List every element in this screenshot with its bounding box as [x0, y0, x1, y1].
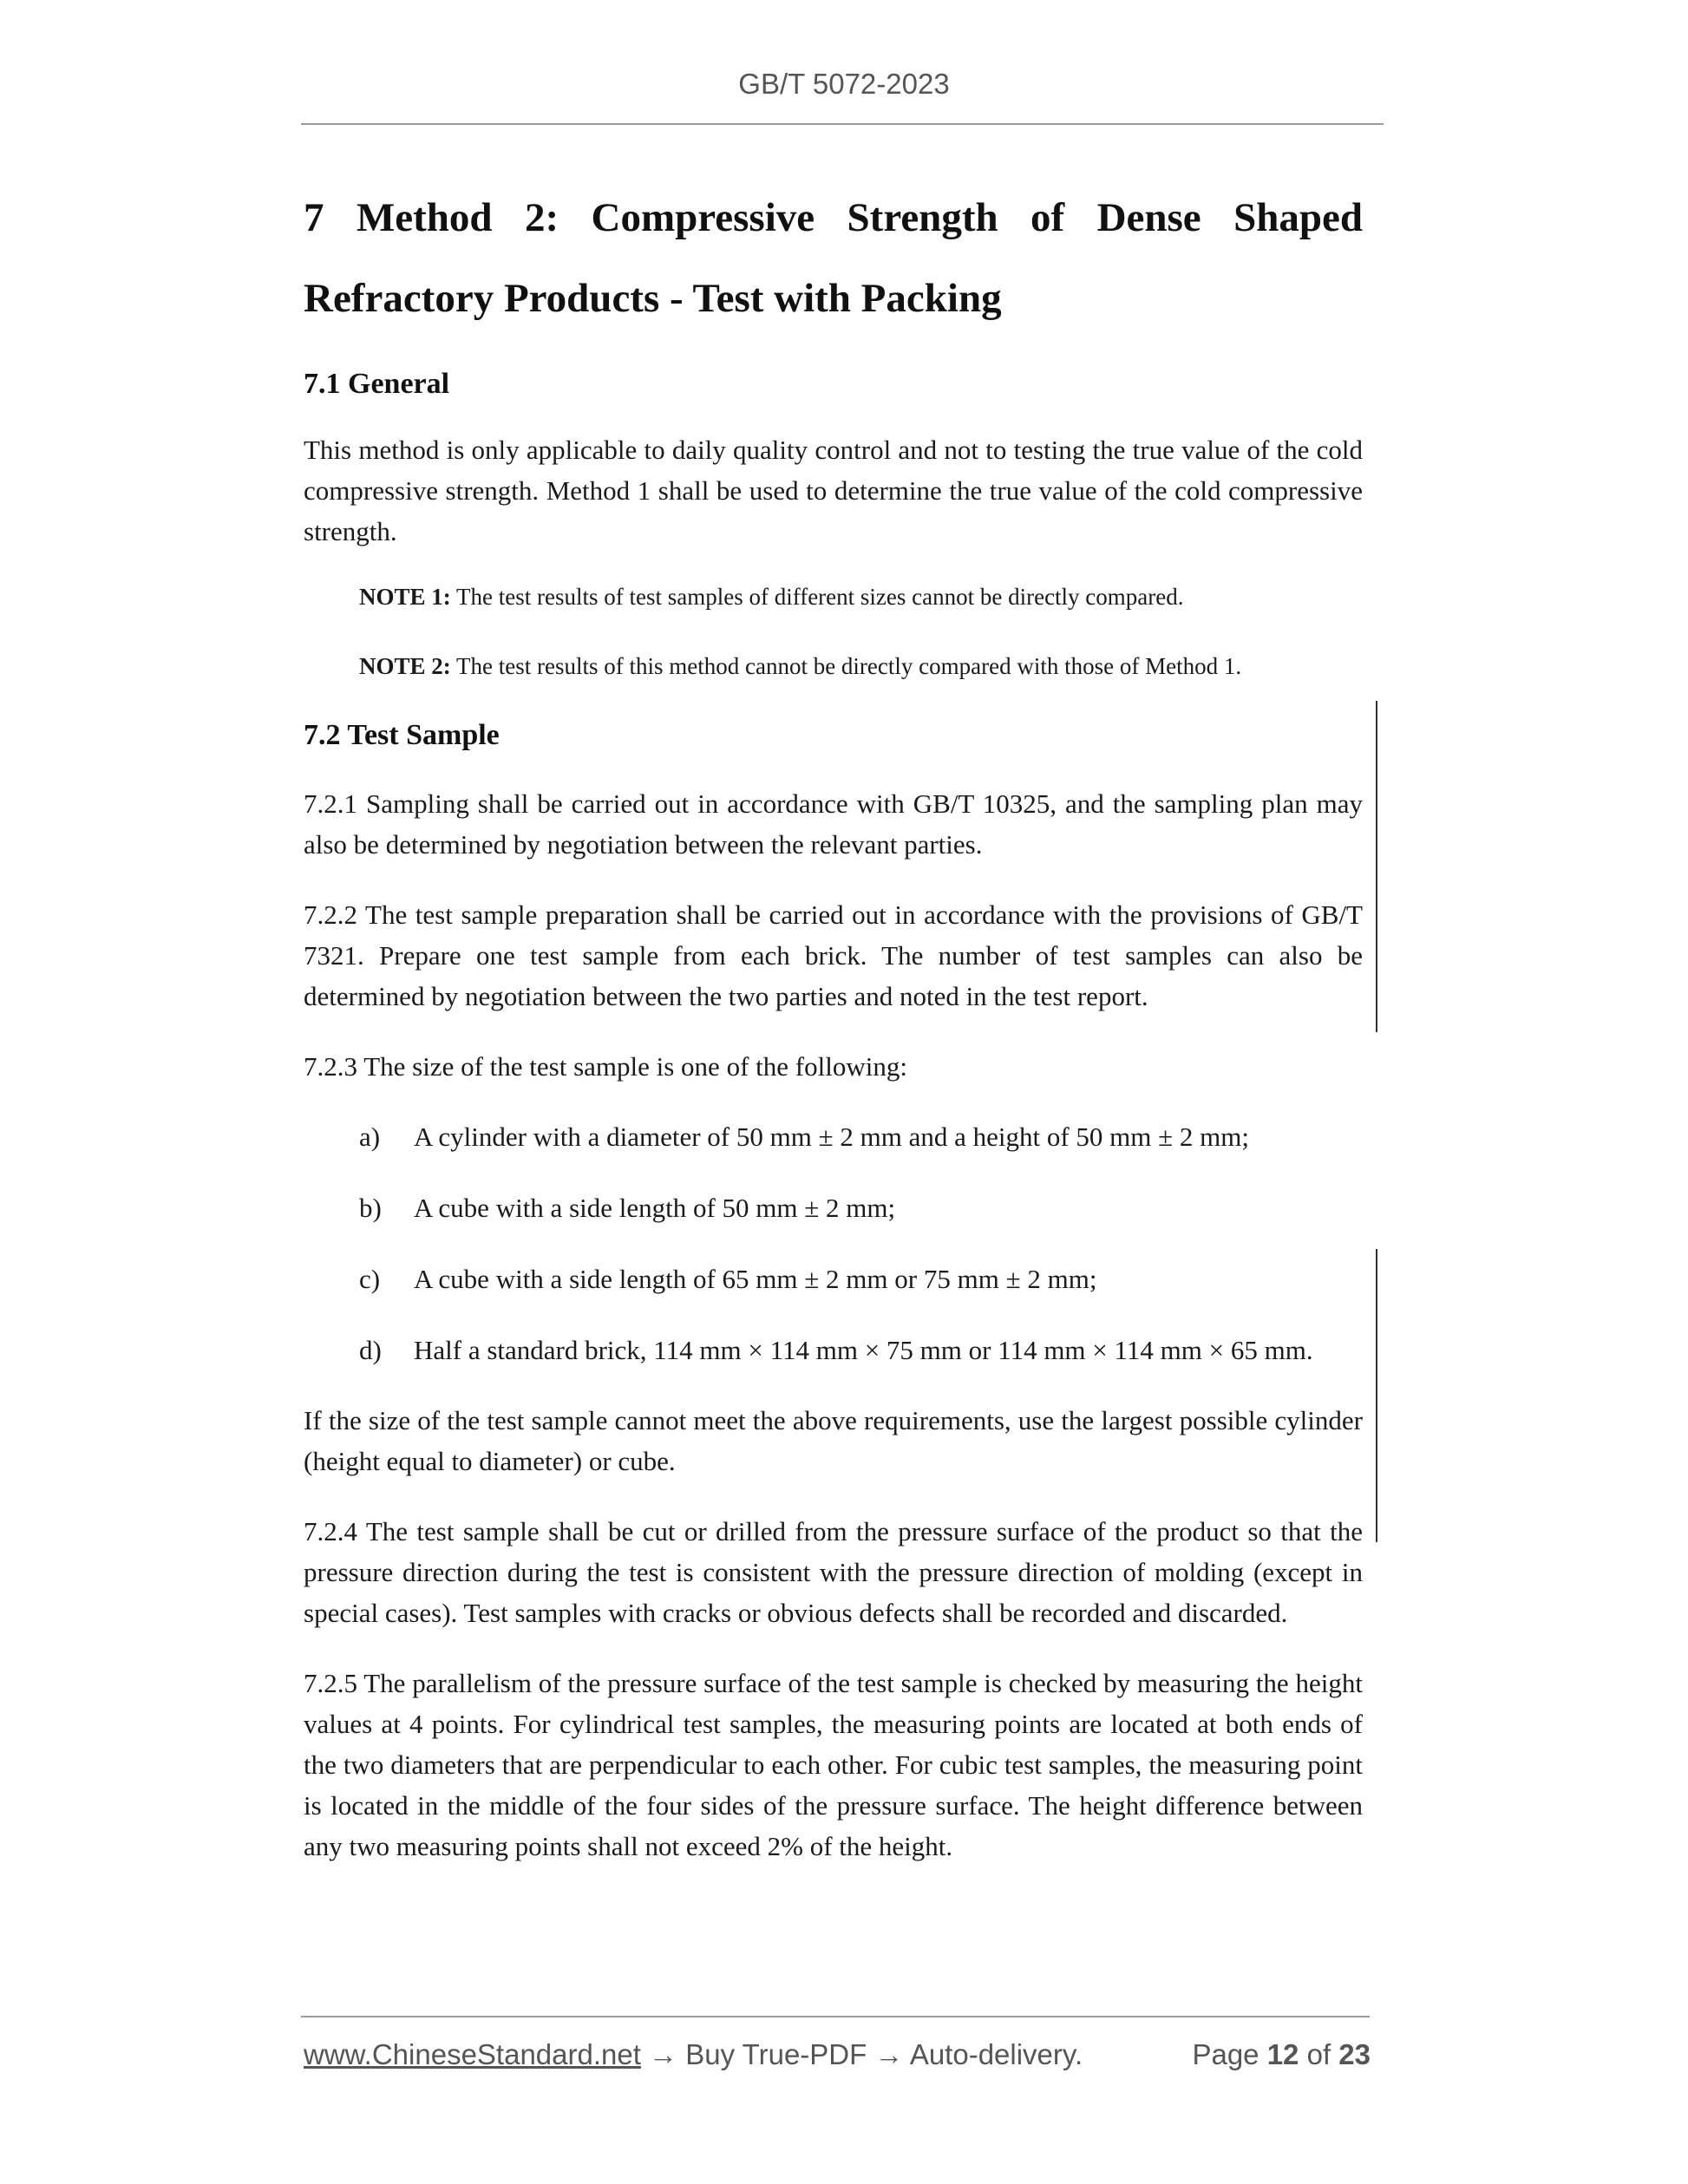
clause-7-2-5: 7.2.5 The parallelism of the pressure surface of the test sample is checked by measuring the height values at 4 points. For cylindrical test samples, the measuring points are located at both ends of the two diameters that are perpendicular to each other. For cubic test samples, the measuring point is located in the middle of the four sides of the pressure surface. The height difference between any two measuring points shall not exceed 2% of the height.: [304, 1668, 1363, 1861]
clause-7-2-3-fallback: If the size of the test sample cannot meet the above requirements, use the largest possible cylinder (height equal to diameter) or cube.: [304, 1405, 1363, 1476]
section-7-heading: 7 Method 2: Compressive Strength of Dense Shaped Refractory Products - Test with Packing: [304, 195, 1363, 321]
list-item-b: [304, 1187, 1363, 1228]
header-divider: [301, 123, 1384, 125]
of-label: of: [1299, 2038, 1339, 2070]
note-2-text: The test results of this method cannot be directly compared with those of Method 1.: [450, 653, 1242, 679]
section-7-2-heading: 7.2 Test Sample: [304, 719, 500, 751]
list-item-d: [304, 1330, 1363, 1370]
list-item-text: A cube with a side length of 50 mm ± 2 mm;: [414, 1193, 896, 1223]
footer-divider: [301, 2016, 1370, 2017]
page-header-title: GB/T 5072-2023: [738, 68, 950, 100]
list-item-a: [304, 1116, 1363, 1157]
note-1: [304, 579, 1363, 614]
page-number: 12: [1266, 2038, 1299, 2070]
footer-tagline: → Buy True-PDF → Auto-delivery.: [640, 2038, 1083, 2070]
clause-7-2-4: 7.2.4 The test sample shall be cut or drilled from the pressure surface of the product so that the pressure direction during the test is consistent with the pressure direction of molding (except in special cases). Test samples with cracks or obvious defects shall be recorded and discarded.: [304, 1516, 1363, 1628]
list-marker: b): [359, 1193, 382, 1223]
list-item-text: Half a standard brick, 114 mm × 114 mm × 75 mm or 114 mm × 114 mm × 65 mm.: [414, 1335, 1313, 1365]
list-marker: c): [359, 1264, 381, 1294]
clause-7-2-2: 7.2.2 The test sample preparation shall be carried out in accordance with the provisions of GB/T 7321. Prepare one test sample from each brick. The number of test samples can also be determined by negotiation between the two parties and noted in the test report.: [304, 899, 1363, 1011]
note-2: [304, 649, 1363, 683]
section-7-1-heading: 7.1 General: [304, 368, 450, 400]
revision-change-bar: [1376, 1249, 1377, 1542]
document-body: [304, 178, 1363, 1867]
page-total: 23: [1338, 2038, 1371, 2070]
note-1-label: NOTE 1:: [359, 584, 451, 610]
list-item-text: A cylinder with a diameter of 50 mm ± 2 mm and a height of 50 mm ± 2 mm;: [414, 1121, 1249, 1152]
website-link[interactable]: www.ChineseStandard.net: [304, 2038, 641, 2070]
list-marker: d): [359, 1335, 382, 1365]
page-indicator: [1192, 2038, 1371, 2071]
list-item-text: A cube with a side length of 65 mm ± 2 mm or 75 mm ± 2 mm;: [414, 1264, 1097, 1294]
clause-7-2-1: 7.2.1 Sampling shall be carried out in accordance with GB/T 10325, and the sampling plan may also be determined by negotiation between the relevant parties.: [304, 788, 1363, 860]
page-footer: [304, 2038, 1371, 2076]
clause-7-2-3: 7.2.3 The size of the test sample is one of the following:: [304, 1051, 907, 1082]
section-7-1-paragraph: This method is only applicable to daily quality control and not to testing the true value of the cold compressive strength. Method 1 shall be used to determine the true value of the cold compressive strength.: [304, 435, 1363, 546]
note-1-text: The test results of test samples of different sizes cannot be directly compared.: [450, 584, 1184, 610]
page-label: Page: [1192, 2038, 1267, 2070]
list-item-c: [304, 1259, 1363, 1299]
list-marker: a): [359, 1121, 381, 1152]
note-2-label: NOTE 2:: [359, 653, 451, 679]
revision-change-bar: [1376, 701, 1377, 1032]
